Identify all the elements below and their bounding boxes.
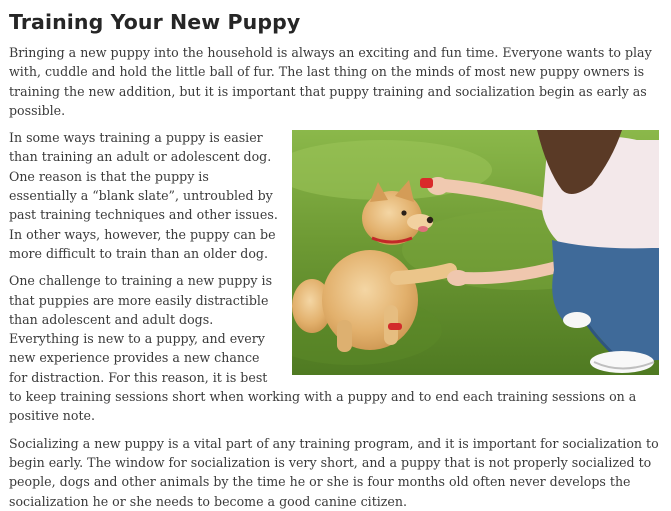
intro-paragraph: Bringing a new puppy into the household is always an exciting and fun time. Everyone wants to play with, cuddle and hold the little ball of fur. The last thing on the minds of most new puppy owners is training the new addition, but it is important that puppy training and socialization begin as early as possible.: [9, 45, 652, 118]
puppy-training-photo: [292, 130, 659, 375]
paragraph-3: One challenge to training a new puppy is that puppies are more easily distractible than adolescent and adult dogs. Everything is new to a puppy, and every new experience provides a new chance for distraction. For this reason, it is best to keep training sessions short when working with a puppy and to end each training sessions on a positive note.: [9, 273, 637, 424]
paragraph-2: In some ways training a puppy is easier than training an adult or adolescent dog. One reason is that the puppy is essentially a “blank slate”, untroubled by past training techniques and other issues. In other ways, however, the puppy can be more difficult to train than an older dog.: [9, 130, 278, 261]
article-title: Training Your New Puppy: [9, 10, 301, 34]
paragraph-4: Socializing a new puppy is a vital part of any training program, and it is important for socialization to begin early. The window for socialization is very short, and a puppy that is not properly socialized to people, dogs and other animals by the time he or she is four months old often never develops the socialization he or she needs to become a good canine citizen.: [9, 435, 659, 509]
